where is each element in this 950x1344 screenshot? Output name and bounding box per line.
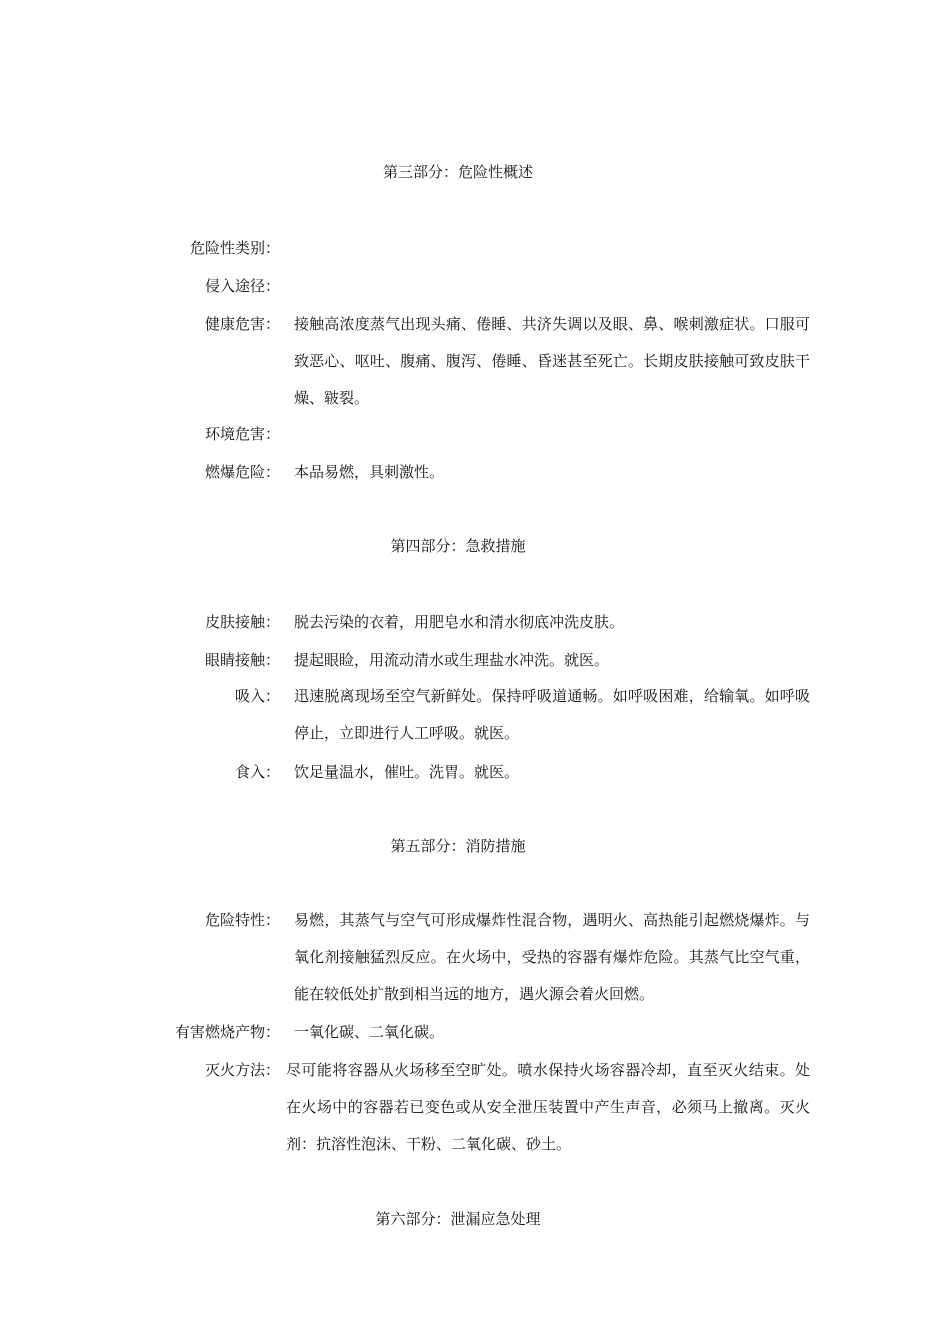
section-heading-4: 第四部分：急救措施	[390, 537, 526, 555]
field-label: 皮肤接触：	[204, 613, 280, 631]
field-label: 有害燃烧产物：	[174, 1023, 280, 1041]
section-heading-3: 第三部分：危险性概述	[382, 163, 533, 181]
field-label: 吸入：	[234, 687, 280, 705]
field-label: 食入：	[234, 763, 280, 781]
field-text: 尽可能将容器从火场移至空旷处。喷水保持火场容器冷却，直至灭火结束。处在火场中的容器若已变色或从安全泄压装置中产生声音，必须马上撤离。灭火剂：抗溶性泡沫、干粉、二氧化碳、砂土。	[286, 1061, 810, 1153]
field-text: 饮足量温水，催吐。洗胃。就医。	[294, 763, 520, 781]
field-label: 健康危害：	[204, 315, 280, 333]
field-label: 环境危害：	[204, 425, 280, 443]
field-label: 危险特性：	[204, 911, 280, 929]
field-text: 脱去污染的衣着，用肥皂水和清水彻底冲洗皮肤。	[294, 613, 625, 631]
field-label: 危险性类别：	[189, 239, 280, 257]
field-text: 一氧化碳、二氧化碳。	[294, 1023, 445, 1041]
field-label: 灭火方法：	[204, 1061, 280, 1079]
field-text: 迅速脱离现场至空气新鲜处。保持呼吸道通畅。如呼吸困难，给输氧。如呼吸停止，立即进行人工呼吸。就医。	[294, 687, 810, 742]
field-text: 本品易燃，具刺激性。	[294, 463, 445, 481]
section-heading-6: 第六部分：泄漏应急处理	[375, 1210, 541, 1228]
field-label: 侵入途径：	[204, 277, 280, 295]
field-text: 提起眼睑，用流动清水或生理盐水冲洗。就医。	[294, 651, 610, 669]
field-text: 接触高浓度蒸气出现头痛、倦睡、共济失调以及眼、鼻、喉刺激症状。口服可致恶心、呕吐、腹痛、腹泻、倦睡、昏迷甚至死亡。长期皮肤接触可致皮肤干燥、皲裂。	[294, 315, 810, 407]
field-label: 燃爆危险：	[204, 463, 280, 481]
field-text: 易燃，其蒸气与空气可形成爆炸性混合物，遇明火、高热能引起燃烧爆炸。与氧化剂接触猛烈反应。在火场中，受热的容器有爆炸危险。其蒸气比空气重，能在较低处扩散到相当远的地方，遇火源会着火回燃。	[294, 911, 810, 1003]
section-heading-5: 第五部分：消防措施	[390, 837, 526, 855]
field-label: 眼睛接触：	[204, 651, 280, 669]
